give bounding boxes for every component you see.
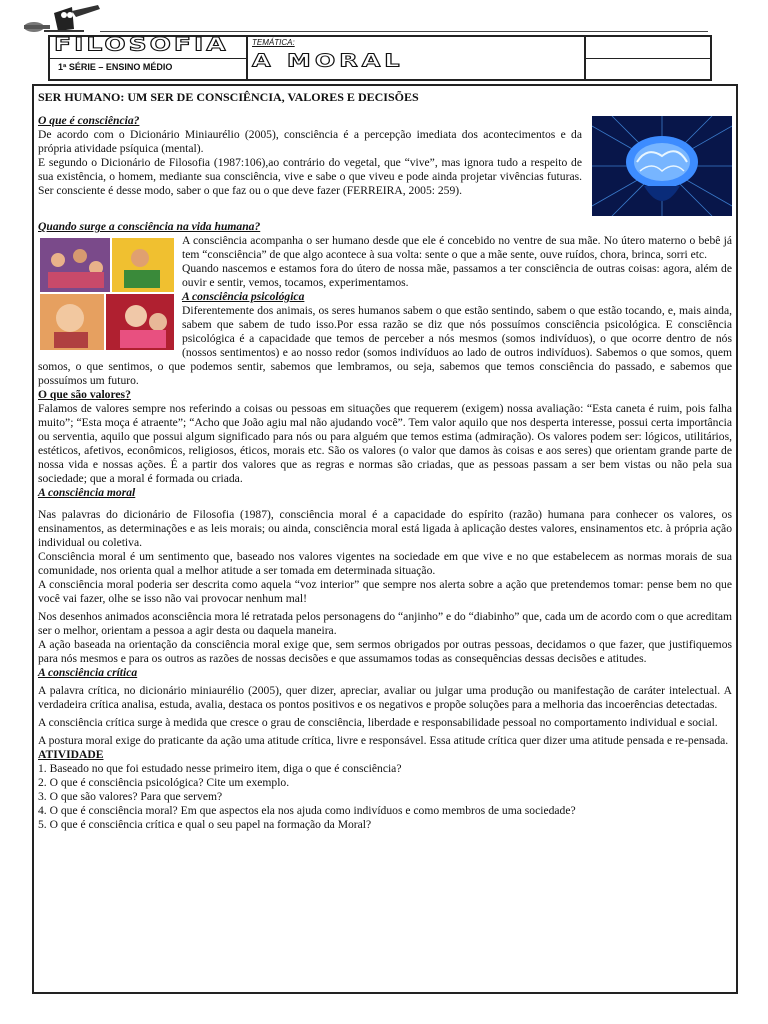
- top-rule: [100, 31, 708, 32]
- owl-logo-icon: [14, 3, 104, 35]
- heading-quando-surge: Quando surge a consciência na vida humana?: [38, 220, 261, 233]
- paragraph: Falamos de valores sempre nos referindo a coisas ou pessoas em situações que requerem (exigem) nossa avaliação: “Esta caneta é ruim, pois falha muito”; “Esta moça é atraente”; “Acho que João agiu mal não ajudando você”. Tem valor aquilo que nos desperta interesse, possui certa importância ou serventia, aquilo que possui algum significado para nós ou para alguém que temos estima (admiração). Os valores podem ser: lógicos, utilitários, estéticos, afetivos, econômicos, religiosos, éticos, morais etc. São os valores (o valor que damos às coisas e aos seres) que orientam grande parte de nossa vida e nossas ações. É a partir dos valores que as regras e normas são criadas, que as pessoas passam a ser bem vistas ou não pela sua sociedade; que a moral é formada ou criada.: [38, 402, 732, 485]
- heading-o-que-sao-valores: O que são valores?: [38, 388, 131, 401]
- heading-consciencia-moral: A consciência moral: [38, 486, 136, 499]
- paragraph: Nos desenhos animados aconsciência mora lé retratada pelos personagens do “anjinho” e do “diabinho” que, cada um de acordo com o que acreditam ser o melhor, orientam a pessoa a agir desta ou daquela maneira.: [38, 610, 732, 637]
- children-collage-image: [40, 238, 174, 350]
- grade-subtitle: 1ª SÉRIE – ENSINO MÉDIO: [58, 62, 173, 72]
- paragraph: A consciência acompanha o ser humano desde que ele é concebido no ventre de sua mãe. No útero materno o bebê já tem “consciência” de que algo acontece à sua volta: sente o que a mãe sente, ouve ruídos, chora, brinca, sorri etc.: [182, 234, 732, 261]
- activity-item: 5. O que é consciência crítica e qual o seu papel na formação da Moral?: [38, 818, 372, 831]
- document-body: [32, 84, 738, 994]
- activity-item: 4. O que é consciência moral? Em que aspectos ela nos ajuda como indivíduos e como membros de uma sociedade?: [38, 804, 576, 817]
- main-title: SER HUMANO: UM SER DE CONSCIÊNCIA, VALORES E DECISÕES: [38, 90, 419, 104]
- heading-consciencia-psicologica: A consciência psicológica: [182, 290, 305, 303]
- paragraph: Nas palavras do dicionário de Filosofia (1987), consciência moral é a capacidade do espírito (razão) humana para conhecer os valores, os ensinamentos, as determinações e as leis morais; ou ainda, consciência moral está ligada à aplicação destes valores, ensinamentos etc. à própria ação individual ou coletiva.: [38, 508, 732, 549]
- paragraph: A palavra crítica, no dicionário miniaurélio (2005), quer dizer, apreciar, avaliar ou julgar uma produção ou manifestação de caráter intelectual. A verdadeira crítica analisa, estuda, avalia, destaca os pontos positivos e os negativos e propõe soluções para a melhoria das incoerências detectadas.: [38, 684, 732, 711]
- tematica-label: TEMÁTICA:: [252, 38, 295, 47]
- paragraph: Diferentemente dos animais, os seres humanos sabem o que estão sentindo, sabem o que estão tocando, e, mais ainda, sabem que sabem de tudo isso.Por essa razão se diz que nós possuímos consciência psicológica. E consciência psicológica é a capacidade que temos de perceber a nós mesmos (somos indivíduos), o que ocorre dentro de nós (nossos sentimentos) e ao nosso redor (somos indivíduos ao lado de outros indivíduos). Sabemos o que somos, quem somos, o que sentimos, o que podemos sentir, sabemos que lembramos, ou seja, sabemos que temos consciência do passado, e sabemos que possuímos um futuro.: [38, 304, 732, 387]
- activity-item: 1. Baseado no que foi estudado nesse primeiro item, diga o que é consciência?: [38, 762, 402, 775]
- heading-atividade: ATIVIDADE: [38, 748, 104, 761]
- tematica-value: A MORAL: [252, 50, 404, 71]
- paragraph: A ação baseada na orientação da consciência moral exige que, sem sermos obrigados por outras pessoas, decidamos o que fazer, que justifiquemos para nós mesmos e para os outros as razões de nossas decisões e que assumamos todas as consequências dessas decisões e atitudes.: [38, 638, 732, 665]
- paragraph: A consciência moral poderia ser descrita como aquela “voz interior” que sempre nos alerta sobre a ação que pretendemos tomar: pense bem no que você vai fazer, olhe se isso não vai provocar nenhum mal!: [38, 578, 732, 605]
- paragraph: Quando nascemos e estamos fora do útero de nossa mãe, passamos a ter consciência de outras coisas: agora, além de ouvir e sentir, vemos, tocamos, experimentamos.: [182, 262, 732, 289]
- activity-item: 3. O que são valores? Para que servem?: [38, 790, 223, 803]
- paragraph: A consciência crítica surge à medida que cresce o grau de consciência, liberdade e responsabilidade pessoal no comportamento individual e social.: [38, 716, 718, 729]
- activity-list: [38, 762, 732, 832]
- paragraph: Consciência moral é um sentimento que, baseado nos valores vigentes na sociedade em que vive e no que estabelecem as normas morais de sua comunidade, nos orienta qual a melhor atitude a ser tomada em determinada situação.: [38, 550, 732, 577]
- paragraph: De acordo com o Dicionário Miniaurélio (2005), consciência é a percepção imediata dos acontecimentos e da própria atividade psíquica (mental).: [38, 128, 582, 155]
- header-box: [48, 35, 712, 81]
- paragraph: E segundo o Dicionário de Filosofia (1987:106),ao contrário do vegetal, que “vive”, mas ignora tudo a respeito de sua existência, o homem, mediante sua consciência, vive e sabe o que viveu e pode ainda projetar vivências futuras. Ser consciente é desse modo, saber o que faz ou o que deve fazer (FERREIRA, 2005: 259).: [38, 156, 582, 197]
- subject-title: FILOSOFIA: [54, 33, 229, 55]
- paragraph: A postura moral exige do praticante da ação uma atitude crítica, livre e responsável. Essa atitude crítica quer dizer uma atitude pensada e re-pensada.: [38, 734, 729, 747]
- heading-o-que-e-consciencia: O que é consciência?: [38, 114, 140, 127]
- brain-image: [592, 116, 732, 216]
- activity-item: 2. O que é consciência psicológica? Cite um exemplo.: [38, 776, 290, 789]
- heading-consciencia-critica: A consciência crítica: [38, 666, 138, 679]
